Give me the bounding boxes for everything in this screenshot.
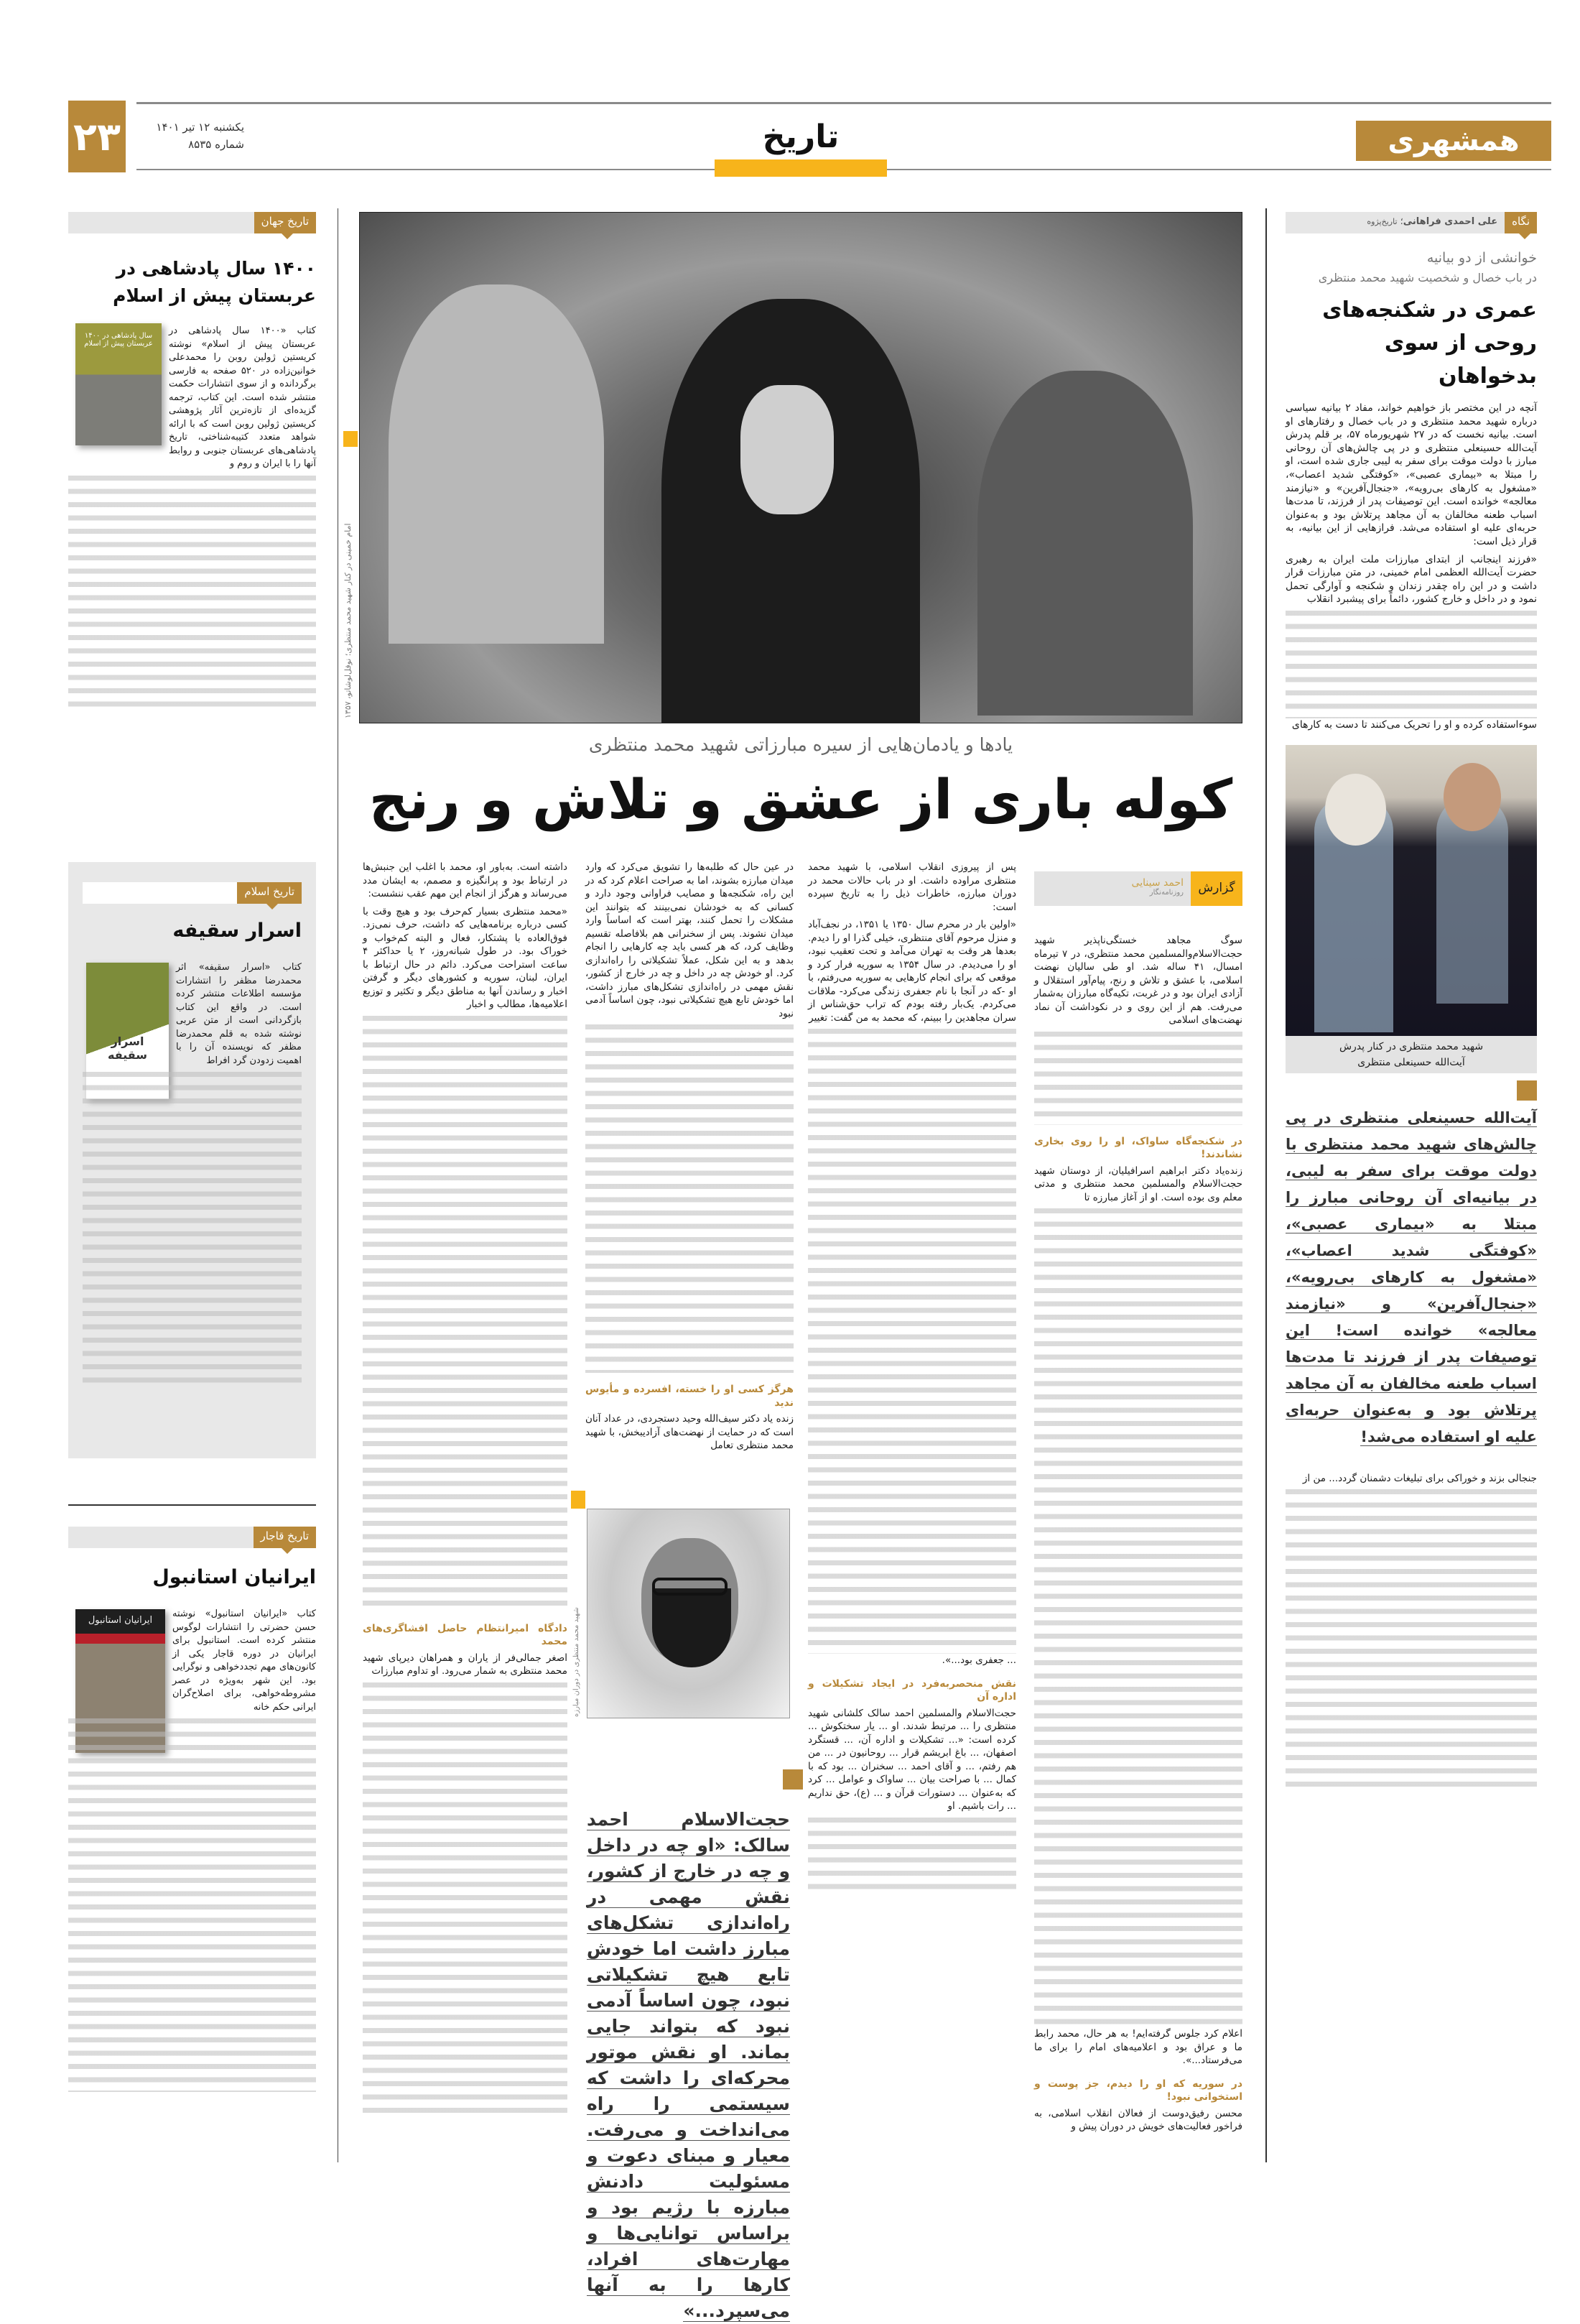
main-photo-caption: امام خمینی در کنار شهید محمد منتظری؛ نوفل‌لوشاتو، ۱۳۵۷ (343, 523, 353, 718)
box3-title: ایرانیان استانبول (152, 1566, 316, 1588)
right-headline: عمری در شکنجه‌های روحی از سوی بدخواهان (1322, 297, 1537, 389)
report-tag: گزارش احمد سینایی روزنامه‌نگار (1034, 871, 1242, 906)
quote-marker (783, 1769, 803, 1790)
right-pull-quote: آیت‌الله حسینعلی منتظری در پی چالش‌های شهید محمد منتظری با دولت موقت برای سفر به لیبی، در بیانیه‌ای آن روحانی مبارز را مبتلا به «بیماری عصبی»، «کوفتگی شدید اعصاب»، «مشغول به کارهای بی‌رویه»، «جنجال‌آفرین» و «نیازمند معالجه» خوانده است! این توصیفات پدر از فرزند تا مدت‌ها اسباب طعنه مخالفان به آن مجاهد پرتلاش بود و به‌عنوان حربه‌ای علیه او استفاده می‌شد! (1286, 1108, 1537, 1445)
main-pull-quote: حجت‌الاسلام احمد سالک: «او چه در داخل و چه در خارج از کشور، نقش مهمی در راه‌اندازی تشکل‌های مبارز داشت اما خودش تابع هیچ تشکیلاتی نبود، چون اساساً آدمی نبود که بتواند جایی بماند. او نقش موتور محرکه‌ای را داشت که سیستمی را راه می‌انداخت و می‌رفت. معیار و مبنای دعوت و مسئولیت دادنش مبارزه با رژیم بود و براساس توانایی‌ها و مهارت‌های افراد، کارها را به آنها می‌سپرد...» (587, 1809, 790, 2321)
subtitle-line: خوانشی از دو بیانیه (1426, 250, 1537, 266)
section-bar (715, 159, 887, 177)
subheading: در شکنجه‌گاه ساواک، او را روی بخاری نشاندند! (1034, 1135, 1242, 1160)
author: احمد سینایی (1131, 877, 1184, 889)
section-title: تاریخ (762, 119, 840, 155)
book-cover-asrar-saqifeh: اسرار سقیفه (86, 963, 169, 1099)
box3-text: کتاب «ایرانیان استانبول» نوشته حسن حضرتی را انتشارات لوگوس منتشر کرده است. استانبول برای ایرانیان در دوره قاجار یکی از کانون‌های مهم تجددخواهی و نوگرایی بود. این شهر به‌ویژه در عصر مشروطه‌خواهی، برای اصلاح‌گران ایرانی حکم خانه (68, 1608, 316, 2092)
body-text-continuation (1286, 611, 1537, 718)
body-text-continuation (83, 1072, 302, 1388)
main-headline: کوله باری از عشق و تلاش و رنج (368, 767, 1233, 831)
portrait-photo-mohammad-montazeri (587, 1509, 790, 1718)
body-text-continuation (1034, 1208, 1242, 2027)
photo-caption: شهید محمد منتظری در کنار پدرش آیت‌الله حسینعلی منتظری (1286, 1036, 1537, 1073)
tag-label: نگاه (1505, 212, 1537, 233)
issue-number: شماره ۸۵۳۵ (188, 138, 244, 151)
main-photo-imam-khomeini (359, 212, 1242, 723)
right-article-body-cont: جنجالی بزند و خوراکی برای تبلیغات دشمنان گردد... من از (1286, 1472, 1537, 1792)
caption-marker (343, 431, 358, 447)
book-cover-iranian-istanbul: ایرانیان استانبول (75, 1609, 165, 1753)
date: یکشنبه ۱۲ تیر ۱۴۰۱ (156, 121, 244, 134)
col3-text: در عین حال که طلبه‌ها را تشویق می‌کرد که وارد میدان مبارزه بشوند، اما به صراحت اعلام کرد که در این راه، شکنجه‌ها و مصایب فراوانی وجود دارد و کسانی که به خودشان نمی‌بینند که بتوانند این مشکلات را تحمل کنند، بهتر است که اساساً وارد میدان نشوند. پس از سخنرانی هم بلافاصله تقسیم وظایف کرد، که هر کسی باید چه کارهایی را انجام بدهد و به این شکل، عملاً تشکیلاتی را راه‌اندازی کرد. او خودش چه در داخل و چه در خارج از کشور، نقش مهمی در راه‌اندازی تشکل‌های مبارز داشت، اما خودش تابع هیچ تشکیلاتی نبود، چون اساساً آدمی نبود هرگز کسی او را خسته، افسرده و مأیوس ندید زنده یاد دکتر سیف‌الله وحید دستجردی، در عداد آنان است که در حمایت از نهضت‌های آزادیبخش، با شهید محمد منتظری تعامل (585, 861, 794, 1451)
body-text-continuation (808, 1818, 1016, 1897)
body-text-continuation (68, 1718, 316, 2092)
tag-qajar-history: تاریخ قاجار (68, 1527, 316, 1548)
tag-islam-history: تاریخ اسلام (83, 882, 302, 904)
nagah-tag: نگاه علی احمدی فراهانی؛ تاریخ‌پژوه (1286, 212, 1537, 233)
right-column-flow (1286, 248, 1537, 1791)
subheading: در سوریه که او را دیدم، جز پوست و استخوانی نبود! (1034, 2078, 1242, 2103)
body-text-continuation (1286, 1489, 1537, 1791)
header-top-rule (136, 102, 1551, 104)
body-text-continuation (1034, 1032, 1242, 1125)
subheading: دادگاه امیرانتظام حاصل افشاگری‌های محمد (363, 1622, 567, 1647)
subheading: هرگز کسی او را خسته، افسرده و مأیوس ندید (585, 1384, 794, 1409)
box2-text: کتاب «اسرار سقیفه» اثر محمدرضا مظفر را انتشارات مؤسسه اطلاعات منتشر کرده است. در واقع این کتاب بازگردانی است از متن عربی نوشته شده به قلم محمدرضا مظفر که نویسنده آن را با اهمیت زدودن گرد افراط (83, 961, 302, 1388)
col1-text: سوگ مجاهد خستگی‌ناپذیر شهید حجت‌الاسلام‌والمسلمین محمد منتظری، در ۷ تیرماه امسال، ۴۱ ساله شد. او طی سالیان نهضت اسلامی، با عشق و تلاش و رنج، پیام‌آور استقلال و آزادی ایران بود و در غربت، تکیه‌گاه مبارزان به‌شمار می‌رفت. هم از این روی و در نکوداشت آن نماد نهضت‌های اسلامی در شکنجه‌گاه ساواک، او را روی بخاری نشاندند! زنده‌یاد دکتر ابراهیم اسرافیلیان، از دوستان شهید حجت‌الاسلام والمسلمین محمد منتظری و مدتی معلم وی بوده است. او از آغاز مبارزه تا اعلام کرد جلوس گرفته‌ایم! به هر حال، محمد رابط ما و عراق بود و اعلامیه‌های امام را برای ما می‌فرستاد...». در سوریه که او را دیدم، جز پوست و استخوانی نبود! محسن رفیق‌دوست از فعالان انقلاب اسلامی، به فراخور فعالیت‌های خویش در دوران پیش و (1034, 935, 1242, 2132)
father-son-photo (1286, 745, 1537, 1036)
tag-world-history: تاریخ جهان (68, 212, 316, 233)
left-divider (68, 1504, 316, 1506)
box1-title: ۱۴۰۰ سال پادشاهی در عربستان پیش از اسلام (113, 258, 316, 306)
body-text-continuation (68, 476, 316, 713)
page-number: ۲۳ (68, 101, 126, 172)
body-text-continuation (363, 1682, 567, 2121)
body-text-continuation (808, 1029, 1016, 1654)
portrait-caption: شهید محمد منتظری در دوران مبارزه (572, 1607, 580, 1717)
main-kicker: یادها و یادمان‌هایی از سیره مبارزاتی شهید محمد منتظری (588, 734, 1013, 755)
subtitle-line: در باب خصال و شخصیت شهید محمد منتظری (1318, 271, 1537, 284)
body-text-continuation (363, 1016, 567, 1612)
box1-text: کتاب «۱۴۰۰ سال پادشاهی در عربستان پیش از اسلام» نوشته کریستین ژولین روبن را محمدعلی خوانین‌زاده در ۵۲۰ صفحه به فارسی برگردانده و از سوی انتشارات حکمت منتشر شده است. این کتاب، ترجمه گزیده‌ای از تازه‌ترین آثار پژوهشی کریستین ژولین روبن است که با ارائه شواهد متعدد کتیبه‌شناختی، تاریخ پادشاهی‌های عربستان جنوبی و روابط آنها را با ایران و روم و (68, 325, 316, 713)
right-column-divider (1265, 208, 1267, 2162)
newspaper-logo: همشهری (1356, 121, 1551, 161)
body-text-continuation (585, 1024, 794, 1373)
col2-text: پس از پیروزی انقلاب اسلامی، با شهید محمد منتظری مراوده داشت. او در باب حالات محمد در دوران مبارزه، خاطرات ذیل را به تاریخ سپرده است: «اولین بار در محرم سال ۱۳۵۰ یا ۱۳۵۱، در نجف‌آباد و منزل مرحوم آقای منتظری، خیلی گذرا او را دیدم. بعدها هر وقت به تهران می‌آمد و تحت تعقیب نبود، او را می‌دیدم. در سال ۱۳۵۴ به سوریه فرار کرد و موقعی که برای انجام کارهایی به سوریه می‌رفتم، با او -که در آنجا با نام جعفری زندگی می‌کرد- ملاقات می‌کردم. یک‌بار رفته بودم که تراب حق‌شناس از سران مجاهدین را ببینم، که محمد به من گفت: تغییر ... جعفری بود...». نقش منحصربه‌فرد در ایجاد تشکیلات و اداره آن حجت‌الاسلام والمسلمین احمد سالک کلشانی شهید منتظری را ... مرتبط شدند. او ... یار سختکوش ... کرده است: «... تشکیلات و اداره آن، ... قستگرد اصفهان، ... باغ ابریشم قرار ... روحانیون در ... من هم رفتم، ... و آقای احمد ... سخنران ... بود که با کمال ... با صراحت بیان ... ساواک و عوامل ... کرد که به‌عنوان ... دستورات قرآن و ... (ع)، حق نداریم ... رات باشیم. او (808, 861, 1016, 1897)
quote-marker (1517, 1080, 1537, 1101)
author: علی احمدی فراهانی (1403, 216, 1498, 227)
caption-marker (571, 1491, 585, 1509)
subheading: نقش منحصربه‌فرد در ایجاد تشکیلات و اداره آن (808, 1677, 1016, 1703)
box2-title: اسرار سقیفه (172, 920, 302, 942)
right-article-body: آنچه در این مختصر باز خواهیم خواند، مفاد ۲ بیانیه سیاسی درباره شهید محمد منتظری و در باب خصال و رفتارهای او است. بیانیه نخست که در ۲۷ شهریورماه ۵۷، بر قلم پدرش آیت‌الله حسینعلی منتظری و در پی چالش‌های آن روحانی مبارز با دولت موقت برای سفر به لیبی جاری شده است، او را مبتلا به «بیماری عصبی»، «کوفتگی شدید اعصاب»، «مشغول به کارهای بی‌رویه»، «جنجال‌آفرین» و «نیازمند معالجه» خوانده است. این توصیفات پدر از فرزند، تا مدت‌ها اسباب طعنه مخالفان به آن مجاهد پرتلاش بود و به‌عنوان حربه‌ای علیه او استفاده می‌شد. فرازهایی از این بیانیه، به قرار ذیل است: «فرزند اینجانب از ابتدای مبارزات ملت ایران به رهبری حضرت آیت‌الله العظمی امام خمینی، در متن مبارزات قرار داشت و در این راه چقدر زندان و شکنجه و آوارگی تحمل نمود و در داخل و خارج کشور، دائماً برای پیشبرد انقلاب سوءاستفاده کرده و او را تحریک می‌کنند تا دست به کارهای (1286, 402, 1537, 731)
book-cover-1400-years: ۱۴۰۰ سال پادشاهی در عربستان پیش از اسلام (75, 323, 162, 445)
col4-text: داشته است. به‌باور او، محمد با اغلب این جنبش‌ها در ارتباط بود و پرانگیزه و مصمم، به ایشان مدد می‌رساند و هرگز از انجام این مهم عقب ننشست: «محمد منتظری بسیار کم‌حرف بود و هیچ وقت با کسی درباره برنامه‌هایی که داشت، حرف نمی‌زد. فوق‌العاده با پشتکار، فعال و البته کم‌خواب و خوراک بود. در طول شبانه‌روز، ۲ یا حداکثر ۴ ساعت استراحت می‌کرد. دائم در حال ارتباط با ایران، لبنان، سوریه و کشورهای دیگر و گرفتن اخبار و رساندن آنها به مناطق دیگر و تکثیر و توزیع اعلامیه‌ها، مطالب و اخبار دادگاه امیرانتظام حاصل افشاگری‌های محمد اصغر جمالی‌فر از یاران و همراهان دیرپای شهید محمد منتظری به شمار می‌رود. او تداوم مبارزات (363, 861, 567, 2121)
author-role: تاریخ‌پژوه (1367, 217, 1398, 226)
right-subtitle (1286, 248, 1537, 288)
issue-info (136, 119, 244, 153)
